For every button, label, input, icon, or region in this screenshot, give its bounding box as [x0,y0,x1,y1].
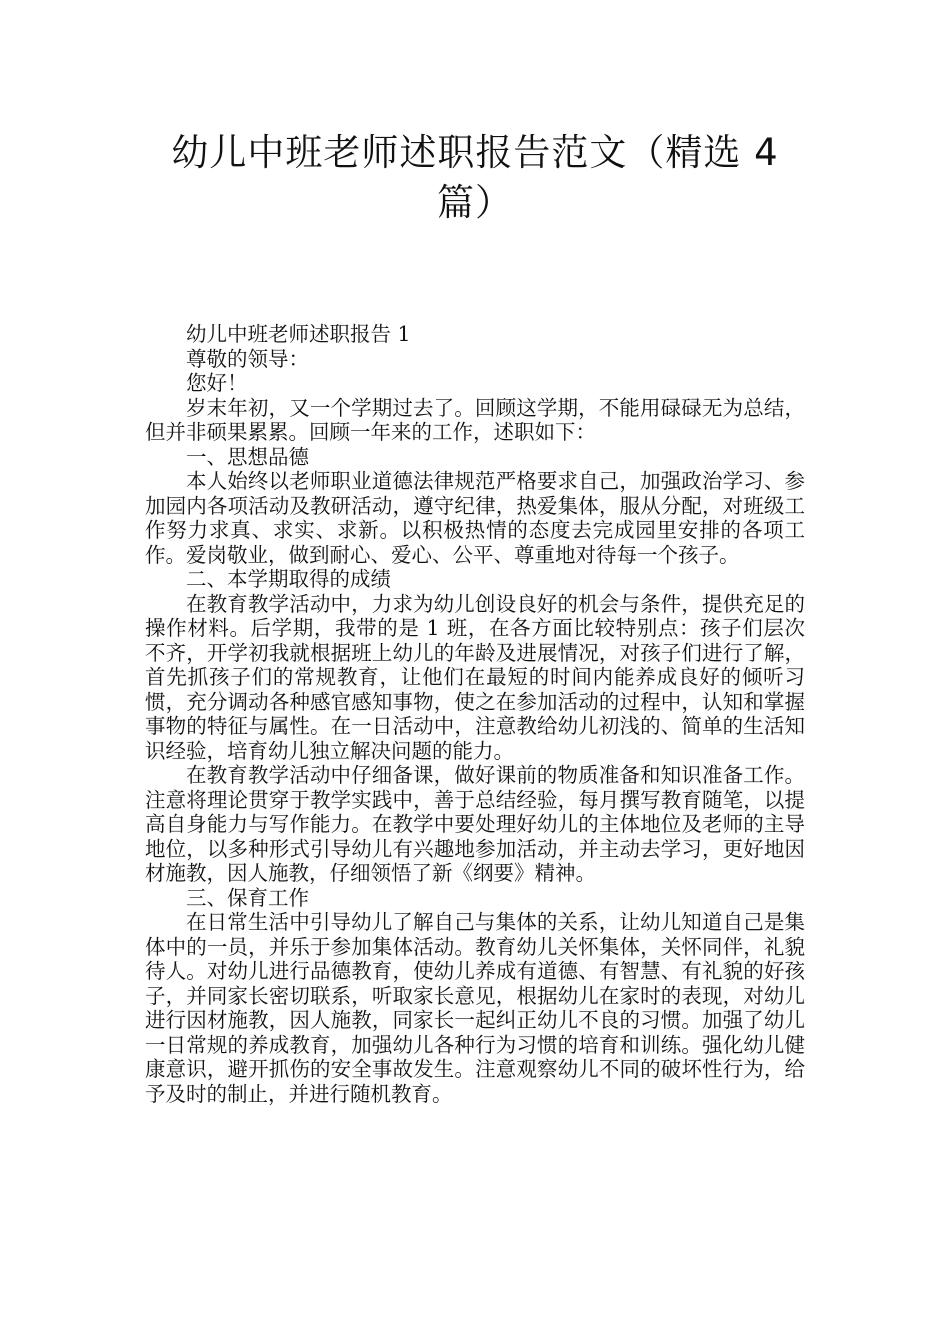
greeting: 您好！ [186,371,248,395]
section-3-paragraph: 在日常生活中引导幼儿了解自己与集体的关系，让幼儿知道自己是集体中的一员，并乐于参加集体活动。教育幼儿关怀集体，关怀同伴，礼貌待人。对幼儿进行品德教育，使幼儿养成有道德、有智慧、有礼貌的好孩子，并同家长密切联系，听取家长意见，根据幼儿在家时的表现，对幼儿进行因材施教，因人施教，同家长一起纠正幼儿不良的习惯。加强了幼儿一日常规的养成教育，加强幼儿各种行为习惯的培育和训练。强化幼儿健康意识，避开抓伤的安全事故发生。注意观察幼儿不同的破坏性行为，给予及时的制止，并进行随机教育。 [145,910,805,1106]
document-body [145,322,805,1106]
section-heading-3: 三、保育工作 [186,885,309,910]
section-2-paragraph-2: 在教育教学活动中仔细备课，做好课前的物质准备和知识准备工作。注意将理论贯穿于教学实践中，善于总结经验，每月撰写教育随笔，以提高自身能力与写作能力。在教学中要处理好幼儿的主体地位及老师的主导地位，以多种形式引导幼儿有兴趣地参加活动，并主动去学习，更好地因材施教，因人施教，仔细领悟了新《纲要》精神。 [145,763,805,885]
section-heading-1: 一、思想品德 [186,444,309,469]
salutation: 尊敬的领导： [186,346,309,371]
document-title: 幼儿中班老师述职报告范文（精选 4 篇） [171,131,779,224]
intro-paragraph: 岁末年初，又一个学期过去了。回顾这学期，不能用碌碌无为总结，但并非硕果累累。回顾一年来的工作，述职如下： [145,395,805,444]
section-2-paragraph-1: 在教育教学活动中，力求为幼儿创设良好的机会与条件，提供充足的操作材料。后学期，我带的是 1 班，在各方面比较特别点：孩子们层次不齐，开学初我就根据班上幼儿的年龄及进展情况，对孩子们进行了解，首先抓孩子们的常规教育，让他们在最短的时间内能养成良好的倾听习惯，充分调动各种感官感知事物，使之在参加活动的过程中，认知和掌握事物的特征与属性。在一日活动中，注意教给幼儿初浅的、简单的生活知识经验，培育幼儿独立解决问题的能力。 [145,591,805,763]
report-heading: 幼儿中班老师述职报告 1 [186,322,411,346]
section-1-paragraph: 本人始终以老师职业道德法律规范严格要求自己，加强政治学习、参加园内各项活动及教研活动，遵守纪律，热爱集体，服从分配，对班级工作努力求真、求实、求新。以积极热情的态度去完成园里安排的各项工作。爱岗敬业，做到耐心、爱心、公平、尊重地对待每一个孩子。 [145,469,805,567]
section-heading-2: 二、本学期取得的成绩 [186,567,391,591]
